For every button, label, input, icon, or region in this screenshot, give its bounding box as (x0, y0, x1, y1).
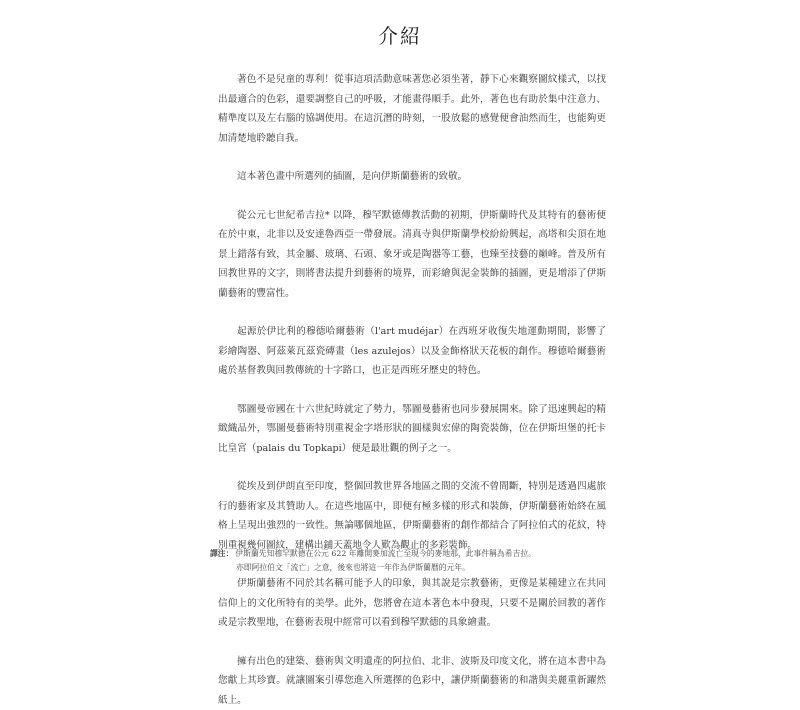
paragraph-1: 著色不是兒童的專利！從事這項活動意味著您必須坐著，靜下心來觀察圖紋樣式，以找出最適合的色彩，還要調整自己的呼吸，才能畫得順手。此外，著色也有助於集中注意力、精準度以及左右腦的協調使用。在這沉潛的時刻，一股放鬆的感覺便會油然而生，也能夠更加清楚地聆聽自我。 (218, 70, 606, 148)
paragraph-6: 從埃及到伊朗直至印度，整個回教世界各地區之間的交流不曾間斷，特別是透過四處旅行的藝術家及其贊助人。在這些地區中，即便有極多樣的形式和裝飾，伊斯蘭藝術始終在風格上呈現出強烈的一致性。無論哪個地區，伊斯蘭藝術的創作都結合了阿拉伯式的花紋，特別重視幾何圖紋，建構出鋪天蓋地令人歎為觀止的多彩裝飾。 (218, 477, 606, 555)
footnote-label: 譯注： (210, 549, 233, 558)
paragraph-8: 擁有出色的建築、藝術與文明遺產的阿拉伯、北非、波斯及印度文化，將在這本書中為您獻上其珍寶。就讓圖案引導您進入所選擇的色彩中，讓伊斯蘭藝術的和諧與美麗重新躍然紙上。 (218, 652, 606, 710)
footnote-line-1 (210, 547, 606, 561)
translator-footnote (210, 547, 606, 575)
paragraph-7: 伊斯蘭藝術不同於其名稱可能予人的印象，與其說是宗教藝術，更像是某種建立在共同信仰上的文化所特有的美學。此外，您將會在這本著色本中發現，只要不是關於回教的著作或是宗教聖地，在藝術表現中經常可以看到穆罕默德的具象繪畫。 (218, 574, 606, 633)
paragraph-2: 這本著色畫中所選列的插圖，是向伊斯蘭藝術的致敬。 (218, 167, 606, 187)
paragraph-4: 起源於伊比利的穆德哈爾藝術（l'art mudéjar）在西班牙收復失地運動期間，影響了彩繪陶器、阿茲萊瓦茲瓷磚畫（les azulejos）以及金飾格狀天花板的創作。穆德哈爾藝術處於基督教與回教傳統的十字路口，也正是西班牙歷史的特色。 (218, 322, 606, 381)
page-title: 介紹 (0, 20, 800, 49)
footnote-text-1: 伊斯蘭先知穆罕默德在公元 622 年離開麥加流亡至現今的麥地那，此事件稱為希吉拉。 (235, 549, 536, 558)
body-text (218, 70, 606, 710)
paragraph-3: 從公元七世紀希吉拉* 以降，穆罕默德傳教活動的初期，伊斯蘭時代及其特有的藝術便在於中東，北非以及安達魯西亞一帶發展。清真寺與伊斯蘭學校紛紛興起，高塔和尖頂在地景上錯落有致，其金屬、玻璃、石頭、象牙或是陶器等工藝，也臻至技藝的巔峰。普及所有回教世界的文字，則將書法提升到藝術的境界，而彩繪與泥金裝飾的插圖，更是增添了伊斯蘭藝術的豐富性。 (218, 206, 606, 304)
footnote-text-2: 亦即阿拉伯文「流亡」之意，後來也將這一年作為伊斯蘭曆的元年。 (210, 561, 606, 575)
paragraph-5: 鄂圖曼帝國在十六世紀時就定了勢力，鄂圖曼藝術也同步發展開來。除了迅速興起的精緻織品外，鄂圖曼藝術特別重視金字塔形狀的圓樣與宏偉的陶瓷裝飾，位在伊斯坦堡的托卡比皇宮（palais du Topkapi）便是最壯觀的例子之一。 (218, 400, 606, 459)
